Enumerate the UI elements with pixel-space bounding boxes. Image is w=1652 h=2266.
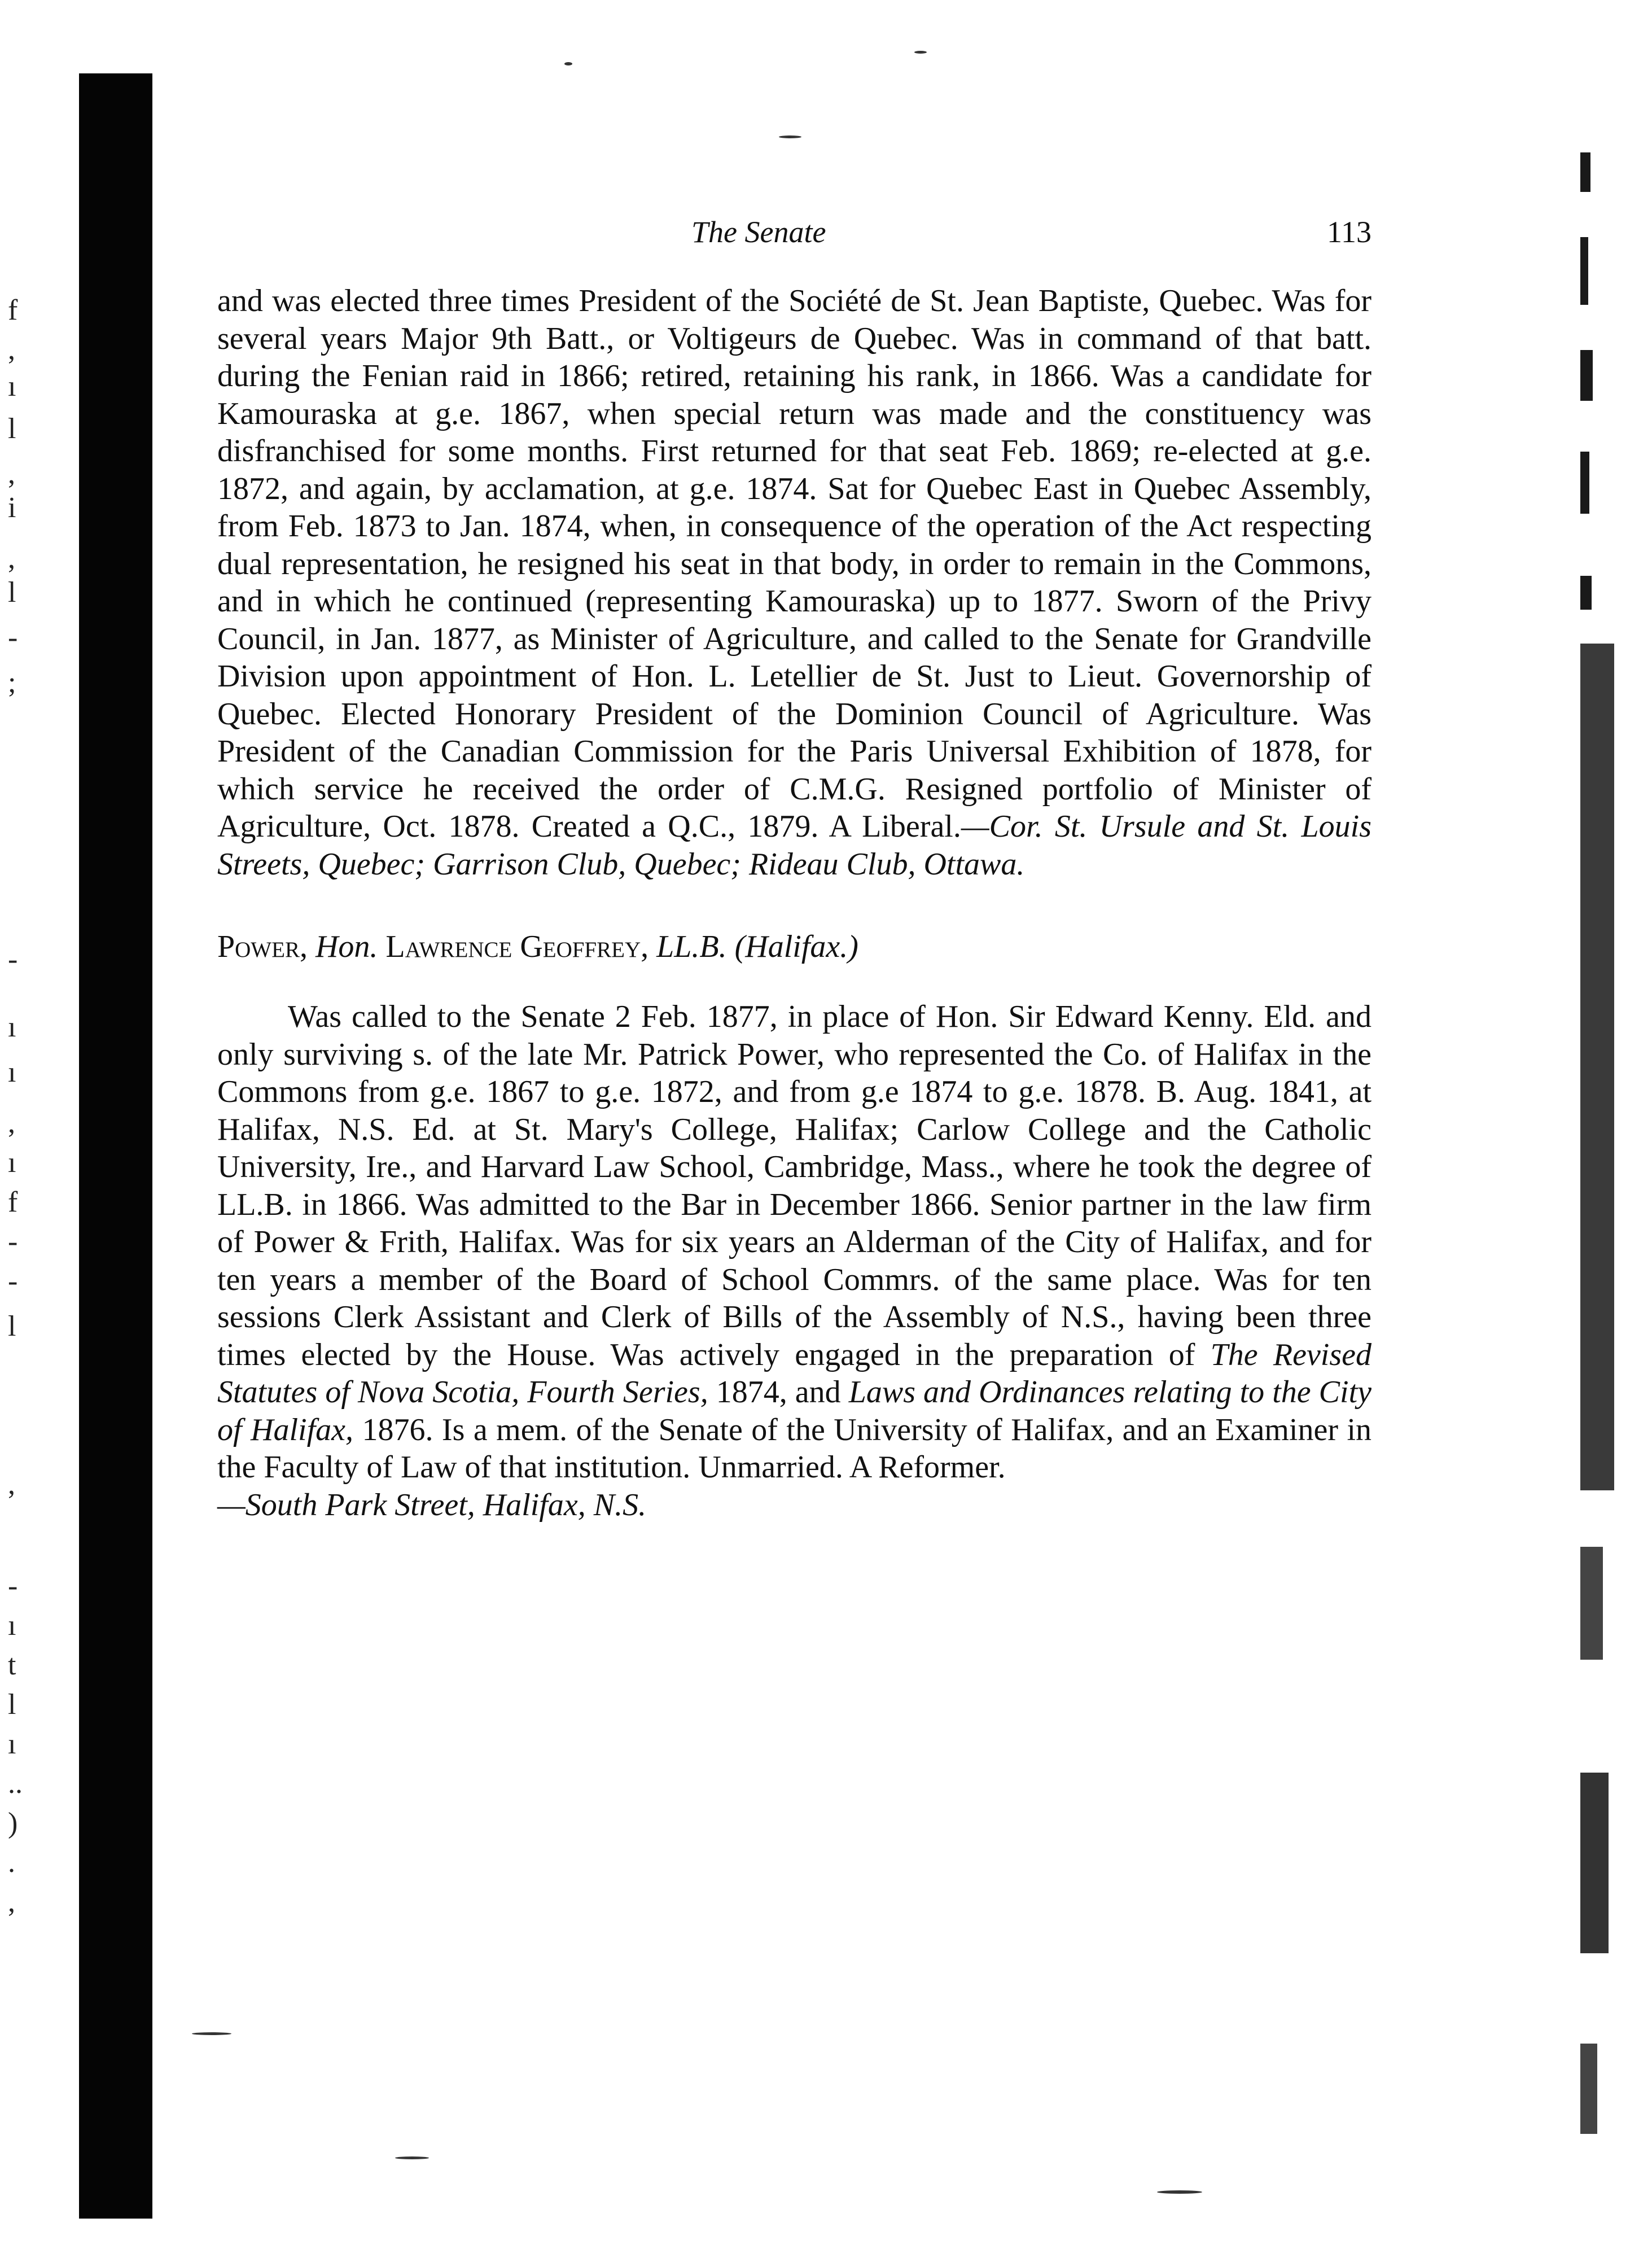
margin-fragment: , xyxy=(8,458,15,490)
margin-fragment: ) xyxy=(8,1807,18,1839)
margin-fragment: - xyxy=(8,1226,18,1258)
margin-fragment: ; xyxy=(8,667,16,699)
margin-fragment: l xyxy=(8,576,16,609)
page-number: 113 xyxy=(1327,215,1371,249)
bleed-mark xyxy=(1580,350,1593,401)
bleed-mark xyxy=(1580,152,1590,192)
bleed-mark xyxy=(1580,1547,1603,1660)
scan-speck xyxy=(779,135,801,138)
binding-shadow xyxy=(79,73,152,2219)
entry-address: —South Park Street, Halifax, N.S. xyxy=(217,1487,647,1523)
scan-speck xyxy=(395,2156,429,2159)
margin-fragment: l xyxy=(8,413,16,445)
margin-fragment: , xyxy=(8,1886,15,1918)
entry-heading xyxy=(217,928,1371,965)
entry-degree: LL.B. xyxy=(656,929,727,964)
margin-fragment: ı xyxy=(8,1147,16,1179)
left-margin-fragments xyxy=(0,294,62,2044)
margin-fragment: - xyxy=(8,622,18,654)
margin-fragment: , xyxy=(8,543,15,575)
margin-fragment: . xyxy=(8,1847,15,1879)
bleed-mark xyxy=(1580,1773,1609,1953)
entry-honorific: Hon. xyxy=(315,929,378,964)
book-page xyxy=(217,215,1371,1524)
bleed-mark xyxy=(1580,237,1588,305)
bleed-mark xyxy=(1580,2044,1597,2134)
entry-address: —Cor. St. Ursule and St. Louis Streets, Quebec; Garrison Club, Quebec; Rideau Club, Ottawa. xyxy=(217,809,1371,882)
margin-fragment: ı xyxy=(8,1011,16,1043)
margin-fragment: .. xyxy=(8,1768,23,1800)
margin-fragment: ı xyxy=(8,370,16,403)
bleed-column xyxy=(1580,644,1614,1490)
margin-fragment: , xyxy=(8,334,15,366)
entry-given-names: Lawrence Geoffrey, xyxy=(385,929,649,964)
right-margin-bleed xyxy=(1569,135,1637,2168)
running-title: The Senate xyxy=(691,215,826,249)
margin-fragment: i xyxy=(8,492,16,524)
scan-speck xyxy=(914,51,927,54)
margin-fragment: ı xyxy=(8,1056,16,1088)
entry-body-text: 1874, and xyxy=(716,1375,841,1410)
publication-title: The Revised Statutes of Nova Scotia, Fourth Series, xyxy=(217,1337,1372,1410)
entry-place: (Halifax.) xyxy=(734,929,858,964)
entry-surname: Power, xyxy=(217,929,308,964)
margin-fragment: - xyxy=(8,1570,18,1602)
margin-fragment: - xyxy=(8,1265,18,1297)
running-head xyxy=(217,215,1371,265)
entry-body-power xyxy=(217,998,1371,1524)
entry-body-text: Was called to the Senate 2 Feb. 1877, in place of Hon. Sir Edward Kenny. Eld. and only surviving s. of the late Mr. Patrick Power, who represented the Co. of Halifax in the Commons from g.e. 1867 to g.e. 1872, and from g.e 1874 to g.e. 1878. B. Aug. 1841, at Halifax, N.S. Ed. at St. Mary's College, Halifax; Carlow College and the Catholic University, Ire., and Harvard Law School, Cambridge, Mass., where he took the degree of LL.B. in 1866. Was admitted to the Bar in December 1866. Senior partner in the law firm of Power & Frith, Halifax. Was for six years an Alderman of the City of Halifax, and for ten years a member of the Board of School Commrs. of the same place. Was for ten sessions Clerk Assistant and Clerk of Bills of the Assembly of N.S., having been three times elected by the House. Was actively engaged in the preparation of xyxy=(217,999,1371,1372)
margin-fragment: ı xyxy=(8,1728,16,1760)
bleed-mark xyxy=(1580,576,1592,610)
margin-fragment: f xyxy=(8,1186,18,1218)
entry-continuation xyxy=(217,282,1371,883)
entry-body-text: 1876. Is a mem. of the Senate of the University of Halifax, and an Examiner in the Faculty of Law of that institution. Unmarried. A Reformer. xyxy=(217,1412,1372,1485)
scan-speck xyxy=(192,2032,231,2035)
margin-fragment: , xyxy=(8,1468,15,1501)
margin-fragment: l xyxy=(8,1688,16,1721)
margin-fragment: , xyxy=(8,1107,15,1139)
entry-body: and was elected three times President of the Société de St. Jean Baptiste, Quebec. Was for several years Major 9th Batt., or Voltigeurs de Quebec. Was in command of that batt. during the Fenian raid in 1866; retired, retaining his rank, in 1866. Was a candidate for Kamouraska at g.e. 1867, when special return was made and the constituency was disfranchised for some months. First returned for that seat Feb. 1869; re-elected at g.e. 1872, and again, by acclamation, at g.e. 1874. Sat for Quebec East in Quebec Assembly, from Feb. 1873 to Jan. 1874, when, in consequence of the operation of the Act respecting dual representation, he resigned his seat in that body, in order to remain in the Commons, and in which he continued (representing Kamouraska) up to 1877. Sworn of the Privy Council, in Jan. 1877, as Minister of Agriculture, and called to the Senate for Grandville Division upon appointment of Hon. L. Letellier de St. Just to Lieut. Governorship of Quebec. Elected Honorary President of the Dominion Council of Agriculture. Was President of the Canadian Commission for the Paris Universal Exhibition of 1878, for which service he received the order of C.M.G. Resigned portfolio of Minister of Agriculture, Oct. 1878. Created a Q.C., 1879. A Liberal. xyxy=(217,283,1371,844)
margin-fragment: - xyxy=(8,943,18,975)
margin-fragment: ı xyxy=(8,1609,16,1642)
margin-fragment: t xyxy=(8,1649,16,1681)
bleed-mark xyxy=(1580,452,1589,514)
margin-fragment: f xyxy=(8,294,18,326)
margin-fragment: l xyxy=(8,1310,16,1342)
scan-speck xyxy=(1157,2190,1202,2194)
scan-speck xyxy=(564,62,572,65)
publication-title: Laws and Ordinances relating to the City of Halifax, xyxy=(217,1375,1372,1447)
